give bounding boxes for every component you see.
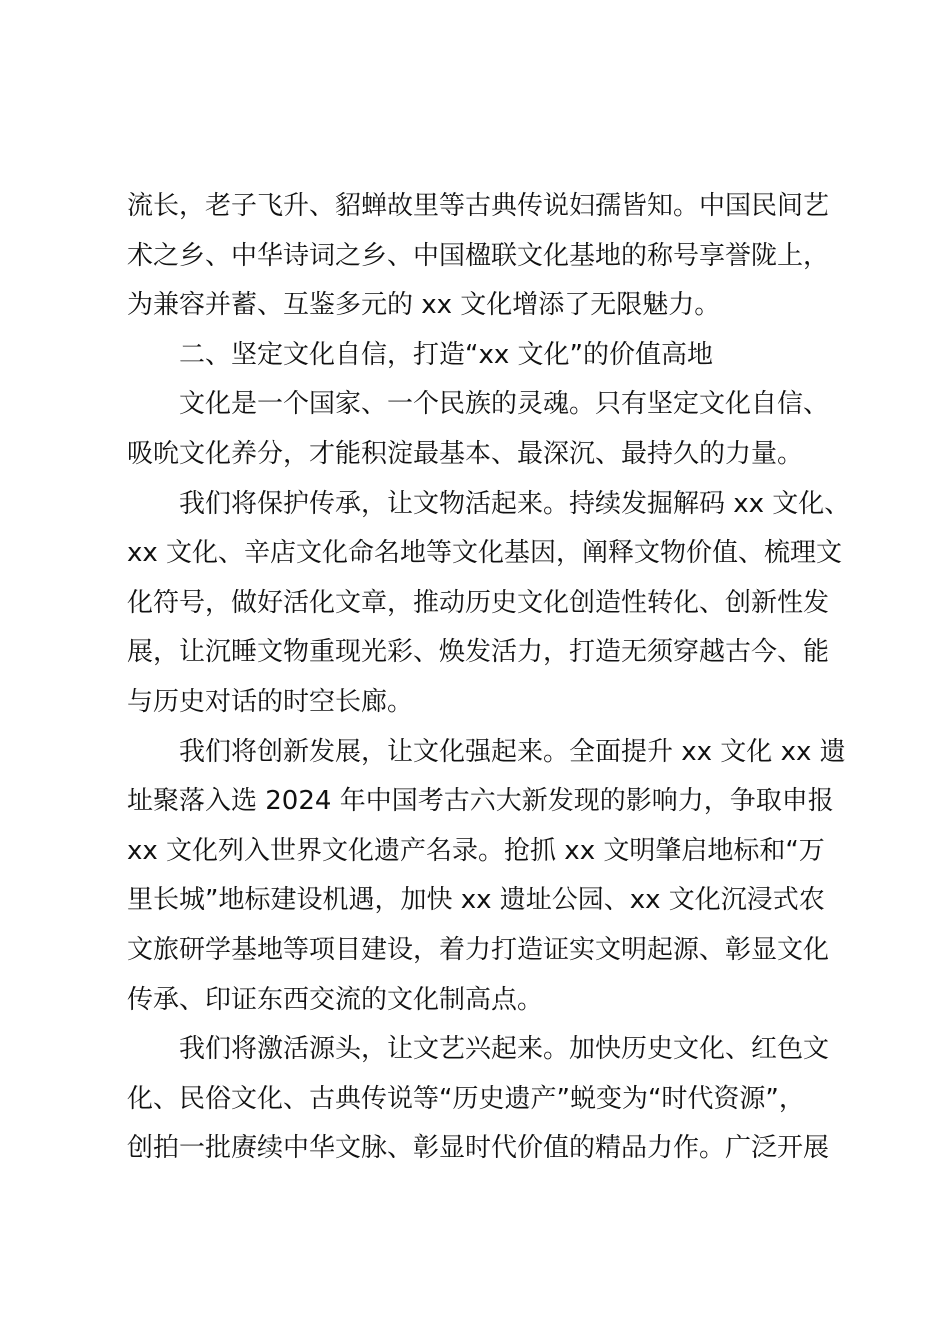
text-line: 文化是一个国家、一个民族的灵魂。只有坚定文化自信、 — [179, 389, 830, 420]
text-line: 术之乡、中华诗词之乡、中国楹联文化基地的称号享誉陇上， — [127, 240, 830, 271]
text-line: 我们将创新发展，让文化强起来。全面提升 xx 文化 xx 遗 — [179, 736, 846, 767]
text-line: 里长城”地标建设机遇，加快 xx 遗址公园、xx 文化沉浸式农 — [127, 885, 825, 916]
text-line: 文旅研学基地等项目建设，着力打造证实文明起源、彰显文化 — [127, 934, 830, 965]
text-line: 吸吮文化养分，才能积淀最基本、最深沉、最持久的力量。 — [127, 438, 804, 469]
text-line: 为兼容并蓄、互鉴多元的 xx 文化增添了无限魅力。 — [127, 290, 721, 321]
text-line: 我们将激活源头，让文艺兴起来。加快历史文化、红色文 — [179, 1034, 830, 1065]
text-line: 化、民俗文化、古典传说等“历史遗产”蜕变为“时代资源”， — [127, 1083, 805, 1114]
text-line: xx 文化、辛店文化命名地等文化基因，阐释文物价值、梳理文 — [127, 538, 843, 569]
text-line: 我们将保护传承，让文物活起来。持续发掘解码 xx 文化、 — [179, 488, 851, 519]
text-line: 传承、印证东西交流的文化制高点。 — [127, 984, 544, 1015]
text-line: 址聚落入选 2024 年中国考古六大新发现的影响力，争取申报 — [127, 786, 834, 817]
text-line: 与历史对话的时空长廊。 — [127, 686, 414, 717]
text-line: 创拍一批赓续中华文脉、彰显时代价值的精品力作。广泛开展 — [127, 1133, 830, 1164]
text-line: xx 文化列入世界文化遗产名录。抢抓 xx 文明肇启地标和“万 — [127, 835, 825, 866]
section-heading: 二、坚定文化自信，打造“xx 文化”的价值高地 — [179, 339, 713, 370]
text-line: 展，让沉睡文物重现光彩、焕发活力，打造无须穿越古今、能 — [127, 637, 830, 668]
text-line: 化符号，做好活化文章，推动历史文化创造性转化、创新性发 — [127, 587, 830, 618]
document-body — [127, 182, 851, 1174]
text-line: 流长，老子飞升、貂蝉故里等古典传说妇孺皆知。中国民间艺 — [127, 191, 830, 221]
